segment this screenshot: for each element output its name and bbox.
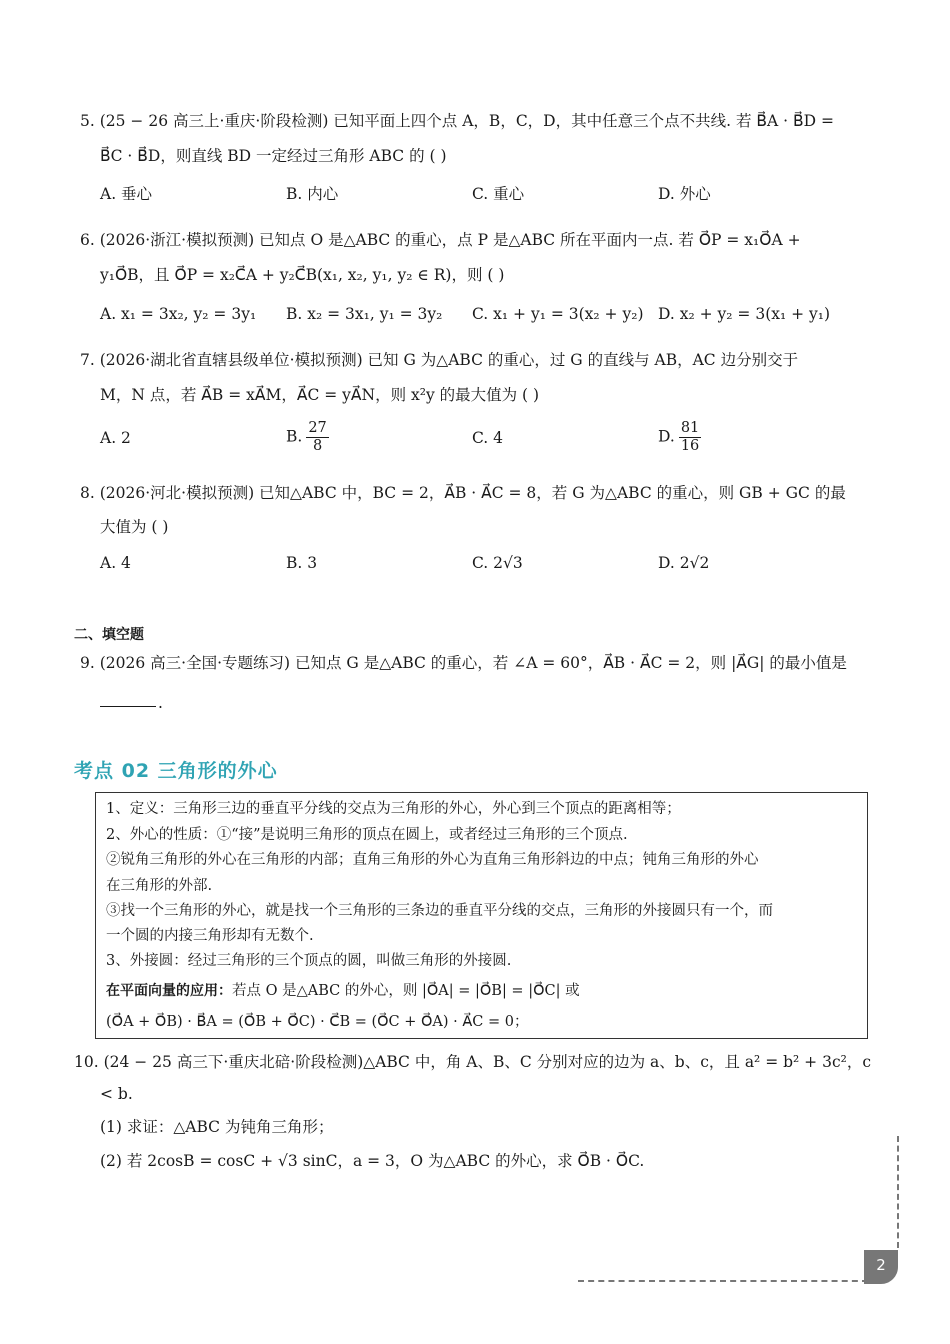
kaodian-title: 考点 02 三角形的外心 [74, 760, 278, 782]
q6-option-c: C. x₁ + y₁ = 3(x₂ + y₂) [472, 305, 644, 323]
q6-option-b: B. x₂ = 3x₁, y₁ = 3y₂ [286, 305, 443, 323]
q7-option-d [658, 420, 701, 455]
page-border-vertical [897, 1136, 899, 1248]
box-line-4: 在三角形的外部. [106, 878, 213, 894]
q8-option-a: A. 4 [100, 554, 131, 572]
q7-option-d-numerator: 81 [680, 420, 700, 436]
q7-option-d-label: D. [658, 427, 675, 446]
box-line-8-bold: 在平面向量的应用： [106, 983, 232, 999]
q9-answer-blank[interactable] [100, 706, 156, 707]
box-line-3: ②锐角三角形的外心在三角形的内部；直角三角形的外心为直角三角形斜边的中点；钝角三角形的外心 [106, 852, 759, 868]
box-line-1: 1、定义：三角形三边的垂直平分线的交点为三角形的外心，外心到三个顶点的距离相等； [106, 801, 681, 817]
q8-options [100, 552, 860, 574]
q5-option-a: A. 垂心 [100, 185, 153, 203]
box-line-2: 2、外心的性质：①“接”是说明三角形的顶点在圆上，或者经过三角形的三个顶点. [106, 827, 628, 843]
q5-option-b: B. 内心 [286, 185, 339, 203]
q8-line1: 8. (2026·河北·模拟预测) 已知△ABC 中，BC = 2，A⃗B · A⃗C = 8，若 G 为△ABC 的重心，则 GB + GC 的最 [80, 484, 846, 502]
box-line-5: ③找一个三角形的外心，就是找一个三角形的三条边的垂直平分线的交点，三角形的外接圆只有一个，而 [106, 903, 773, 919]
box-line-6: 一个圆的内接三角形却有无数个. [106, 928, 314, 944]
page-number: 2 [864, 1250, 898, 1284]
q7-option-d-fraction [679, 420, 701, 455]
q8-option-b: B. 3 [286, 554, 318, 572]
knowledge-box [95, 792, 868, 1039]
q9-line1: 9. (2026 高三·全国·专题练习) 已知点 G 是△ABC 的重心，若 ∠A = 60°，A⃗B · A⃗C = 2，则 |A⃗G| 的最小值是 [80, 654, 847, 672]
box-line-8-rest: 若点 O 是△ABC 的外心，则 |O⃗A| = |O⃗B| = |O⃗C| 或 [232, 983, 580, 999]
q6-line1: 6. (2026·浙江·模拟预测) 已知点 O 是△ABC 的重心，点 P 是△ABC 所在平面内一点. 若 O⃗P = x₁O⃗A + [80, 231, 801, 249]
page-border-horizontal [578, 1280, 868, 1282]
q5-option-d: D. 外心 [658, 185, 711, 203]
q5-line1: 5. (25 − 26 高三上·重庆·阶段检测) 已知平面上四个点 A，B，C，D，其中任意三个点不共线. 若 B⃗A · B⃗D = [80, 112, 834, 130]
q6-option-d: D. x₂ + y₂ = 3(x₁ + y₁) [658, 305, 831, 323]
q7-option-b [286, 420, 329, 455]
q7-option-b-label: B. [286, 427, 303, 446]
q6-option-a: A. x₁ = 3x₂, y₂ = 3y₁ [100, 305, 257, 323]
q5-option-c: C. 重心 [472, 185, 525, 203]
q7-line2: M，N 点，若 A⃗B = xA⃗M，A⃗C = yA⃗N，则 x²y 的最大值为 ( ) [100, 386, 540, 404]
q7-options [100, 420, 860, 460]
q7-option-c: C. 4 [472, 429, 504, 447]
box-line-9: (O⃗A + O⃗B) · B⃗A = (O⃗B + O⃗C) · C⃗B = (O⃗C + O⃗A) · A⃗C = 0； [106, 1014, 529, 1030]
box-line-7: 3、外接圆：经过三角形的三个顶点的圆，叫做三角形的外接圆. [106, 953, 512, 969]
q6-options [100, 303, 860, 325]
q7-option-b-fraction [306, 420, 328, 455]
q5-line2: B⃗C · B⃗D，则直线 BD 一定经过三角形 ABC 的 ( ) [100, 147, 447, 165]
section-heading-fill-in: 二、填空题 [74, 627, 144, 643]
box-line-8 [106, 980, 580, 1002]
q9-tail: . [158, 694, 163, 712]
q8-option-c: C. 2√3 [472, 554, 523, 572]
q10-part2: (2) 若 2cosB = cosC + √3 sinC，a = 3，O 为△ABC 的外心，求 O⃗B · O⃗C. [100, 1152, 645, 1170]
q6-line2: y₁O⃗B，且 O⃗P = x₂C⃗A + y₂C⃗B(x₁, x₂, y₁, y₂ ∈ R)，则 ( ) [100, 266, 505, 284]
q10-line1: 10. (24 − 25 高三下·重庆北碚·阶段检测)△ABC 中，角 A、B、C 分别对应的边为 a、b、c，且 a² = b² + 3c²，c [74, 1053, 872, 1071]
q7-option-b-numerator: 27 [308, 420, 327, 436]
q7-line1: 7. (2026·湖北省直辖县级单位·模拟预测) 已知 G 为△ABC 的重心，过 G 的直线与 AB，AC 边分别交于 [80, 351, 799, 369]
q8-line2: 大值为 ( ) [100, 518, 169, 536]
q10-part1: (1) 求证：△ABC 为钝角三角形； [100, 1118, 334, 1136]
q7-option-a: A. 2 [100, 429, 131, 447]
q7-option-d-denominator: 16 [680, 438, 700, 454]
q8-option-d: D. 2√2 [658, 554, 710, 572]
q10-line2: < b. [100, 1085, 133, 1103]
q7-option-b-denominator: 8 [312, 438, 323, 454]
q5-options [100, 183, 860, 205]
